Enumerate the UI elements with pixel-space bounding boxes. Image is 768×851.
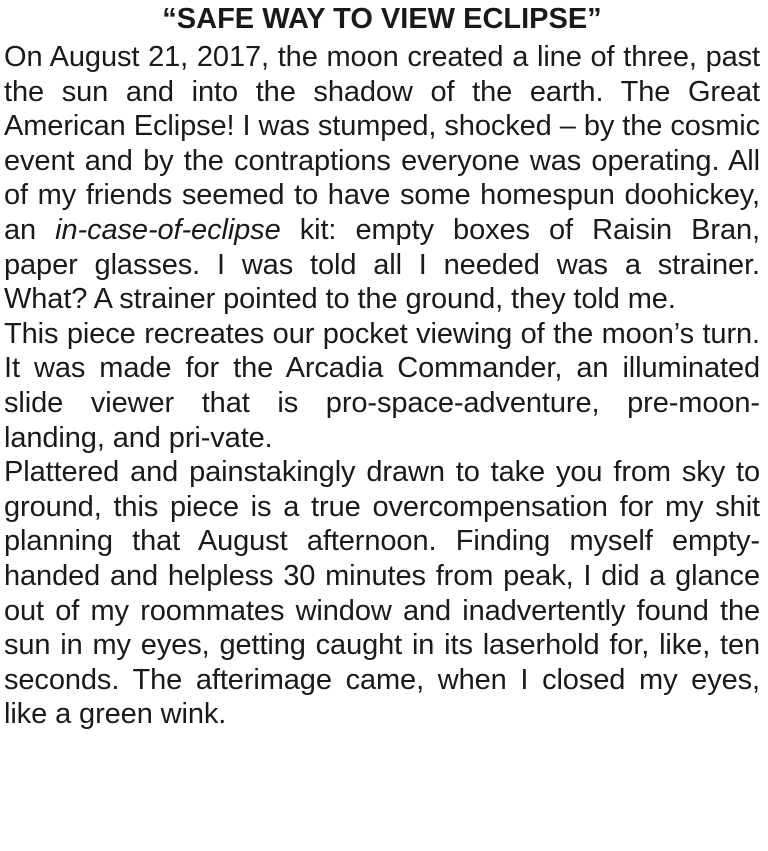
paragraph-1-text-start: On August 21, 2017, the moon created a line of three, past the sun and into the shadow of the earth. The Great American Eclipse! I was stumped, shocked – by the cosmic event and by the contraptions everyone was operating. All of my friends seemed to have some homespun doohickey, an: [4, 41, 760, 246]
paragraph-1: [4, 40, 760, 317]
paragraph-3: Plattered and painstakingly drawn to take you from sky to ground, this piece is a true overcompensation for my shit planning that August afternoon. Finding myself empty-handed and helpless 30 minutes from peak, I did a glance out of my roommates window and inadvertently found the sun in my eyes, getting caught in its laserhold for, like, ten seconds. The afterimage came, when I closed my eyes, like a green wink.: [4, 456, 760, 731]
paragraph-1-text-end: kit: empty boxes of Raisin Bran, paper glasses. I was told all I needed was a strainer. What? A strainer pointed to the ground, they told me.: [4, 213, 760, 316]
page-title: “SAFE WAY TO VIEW ECLIPSE”: [162, 3, 602, 35]
paragraph-1-italic-phrase: in-case-of-eclipse: [55, 213, 281, 246]
paragraph-2: This piece recreates our pocket viewing of the moon’s turn. It was made for the Arcadia Commander, an illuminated slide viewer that is pro-space-adventure, pre-moon-landing, and pri-vate.: [4, 317, 760, 454]
